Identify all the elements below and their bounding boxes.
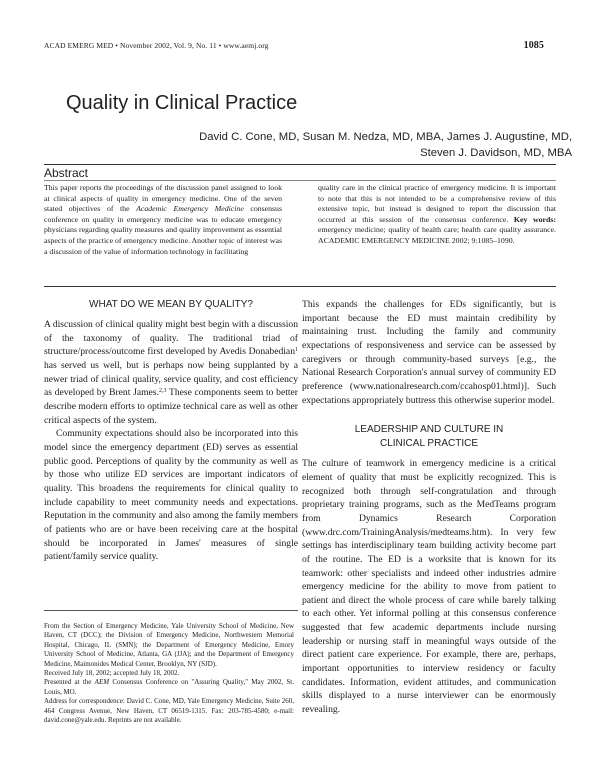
- paragraph-2: Community expectations should also be incorporated into this model since the emergency department (ED) serves as essential public good. Perceptions of quality by the community as well as by those who utilize ED services are important indicators of quality. This broadens the requirements for clinical quality to include capability to meet community needs and expectations. Reputation in the community and also among the family members of patients who are or have been receiving care at the hospital should be incorporated in James' measures of single patient/family service quality.: [44, 428, 298, 563]
- abstract-top-rule: [44, 164, 556, 165]
- article-title: Quality in Clinical Practice: [66, 92, 298, 114]
- author-list: [112, 129, 572, 161]
- keywords-label: Key words:: [513, 214, 556, 224]
- citation: ACADEMIC EMERGENCY MEDICINE 2002; 9:1085–1090.: [318, 235, 515, 245]
- footnotes: [44, 622, 294, 725]
- body-left-column: [44, 298, 298, 564]
- author-line-1: David C. Cone, MD, Susan M. Nedza, MD, MBA, James J. Augustine, MD,: [199, 131, 572, 143]
- abstract-journal-name: Academic Emergency Medicine: [136, 204, 244, 214]
- section-heading-leadership-line-2: CLINICAL PRACTICE: [380, 438, 478, 450]
- footnote-rule: [44, 610, 298, 611]
- paragraph-4: The culture of teamwork in emergency medicine is a critical element of quality that must be explicitly recognized. This is recognized both through self-congratulation and through proprietary training programs, such as the MedTeams program from Dynamics Research Corporation (www.drc.com/TrainingAnalysis/medteams.htm). In very few settings has interdisciplinary team building activity become part of the routine. The ED is a worksite that is known for its teamwork: other specialists and indeed other industries admire emergency medicine for the ability to move from patient to patient and direct the whole process of care while barely talking to each other. Yet informal polling at this consensus conference suggested that few academic departments include nursing leadership or nursing staff in meaningful ways outside of the direct patient care experience. For example, there are, perhaps, important opportunities to interview residency or faculty candidates. Information, evident attitudes, and communication skills displayed to a nurse interviewer can be enormously revealing.: [302, 458, 556, 716]
- footnote-presented-b: Consensus Conference on "Assuring Quality," May 2002, St. Louis, MO.: [44, 678, 294, 696]
- running-head-text: ACAD EMERG MED • November 2002, Vol. 9, No. 11 • www.aemj.org: [44, 41, 269, 50]
- reference-2-3: 2,3: [158, 388, 167, 395]
- section-heading-quality: WHAT DO WE MEAN BY QUALITY?: [89, 299, 253, 310]
- author-line-2: Steven J. Davidson, MD, MBA: [420, 147, 572, 159]
- paragraph-3: This expands the challenges for EDs significantly, but is important because the ED must maintain credibility by maintaining trust. Including the family and community expectations of responsiveness and service can be assessed by caregivers or through community-based surveys [e.g., the National Research Corporation's annual survey of community ED preference (www.nationalresearch.com/ccahosp01.html)]. Such expectations appropriately buttress this otherwise superior model.: [302, 299, 556, 406]
- footnote-affiliations: From the Section of Emergency Medicine, Yale University School of Medicine, New Haven, CT (DCC); the Division of Emergency Medicine, Northwestern Memorial Hospital, Chicago, IL (SMN); the Department of Emergency Medicine, Emory University School of Medicine, Atlanta, GA (JJA); and the Department of Emergency Medicine, Maimonides Medical Center, Brooklyn, NY (SJD).: [44, 622, 294, 668]
- page-number: 1085: [523, 40, 544, 51]
- abstract-bottom-rule: [44, 286, 556, 287]
- paragraph-1b: has served us well, but is perhaps now being supplanted by a newer triad of clinical quality, service quality, and cost efficiency as developed by Brent James.: [44, 359, 298, 399]
- paragraph-1c: These components seem to better describe modern efforts to optimize technical care as well as other critical aspects of the system.: [44, 387, 298, 426]
- footnote-presented-a: Presented at the: [44, 678, 95, 687]
- reference-1: 1: [295, 347, 298, 354]
- abstract-text-2: consensus conference on quality in emergency medicine was to educate emergency physicians regarding quality measures and quality improvement as essential aspects of the practice of emergency medicine. Another topic of interest was a discussion of the value of information technology in facilitating: [44, 204, 283, 256]
- footnote-presented-journal: AEM: [94, 678, 110, 687]
- section-heading-leadership: [302, 423, 556, 451]
- footnote-address: Address for correspondence: David C. Cone, MD, Yale Emergency Medicine, Suite 260, 464 Congress Avenue, New Haven, CT 06519-1315. Fax: 203-785-4580; e-mail: david.cone@yale.edu. Reprints are not available.: [44, 697, 294, 725]
- abstract-right-column: [318, 183, 556, 247]
- footnote-received: Received July 18, 2002; accepted July 18, 2002.: [44, 669, 180, 678]
- body-right-column: [302, 298, 556, 717]
- section-heading-leadership-line-1: LEADERSHIP AND CULTURE IN: [354, 424, 504, 436]
- abstract-heading: Abstract: [44, 166, 89, 180]
- abstract-text-3: quality care in the clinical practice of emergency medicine. It is important to note that this is not intended to be a comprehensive review of this extensive topic, but instead is designed to report the discussion that occurred at this session of the consensus conference.: [318, 183, 556, 224]
- abstract-left-column: [44, 183, 282, 257]
- running-head: [44, 41, 544, 50]
- keywords: emergency medicine; quality of health care; health care quality assurance.: [318, 225, 556, 235]
- abstract-sub-rule: [44, 180, 556, 181]
- paragraph-1a: A discussion of clinical quality might best begin with a discussion of the taxonomy of quality. The traditional triad of structure/process/outcome first developed by Avedis Donabedian: [44, 319, 298, 358]
- abstract-text-1: This paper reports the proceedings of the discussion panel assigned to look at clinical aspects of quality in emergency medicine. One of the seven stated objectives of the: [44, 183, 282, 214]
